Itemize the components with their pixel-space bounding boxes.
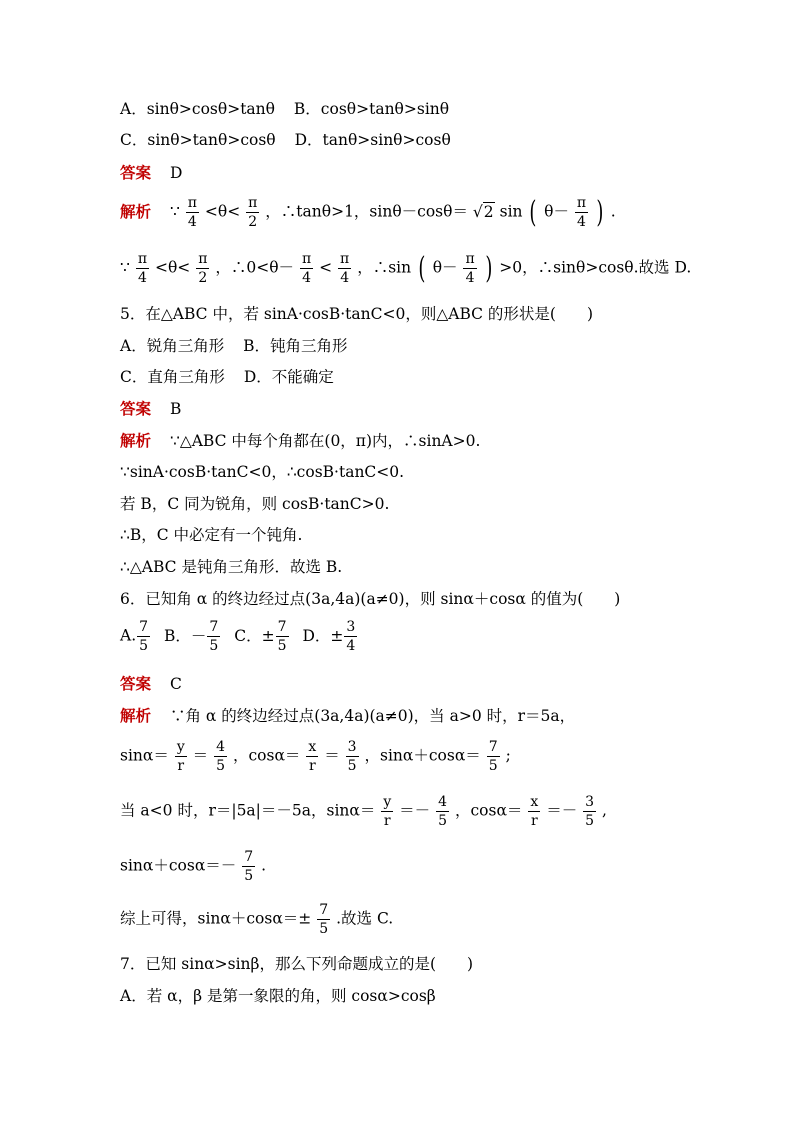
q4-options-row2 xyxy=(120,129,740,151)
denominator: 5 xyxy=(347,758,357,774)
q4-option-b: B．cosθ>tanθ>sinθ xyxy=(293,100,450,118)
fraction-pi-4 xyxy=(186,196,199,229)
numerator: 7 xyxy=(139,619,149,635)
denominator: 4 xyxy=(302,270,312,286)
text: ∵△ABC 中每个角都在(0，π)内，∴sinA>0. xyxy=(169,432,481,450)
text: ＝ xyxy=(192,746,209,765)
denominator: 5 xyxy=(216,758,226,774)
text: ，∴0<θ－ xyxy=(215,258,295,277)
fraction-4-5 xyxy=(214,740,227,773)
fraction-7-5 xyxy=(137,620,150,653)
q6-analysis-line3 xyxy=(120,795,740,828)
q5-analysis-line5: ∴△ABC 是钝角三角形．故选 B. xyxy=(120,558,343,576)
fraction-pi-4 xyxy=(300,252,313,285)
text: sinα＝ xyxy=(120,746,169,765)
denominator: 5 xyxy=(209,638,219,654)
radicand: 2 xyxy=(483,202,494,221)
fraction-7-5 xyxy=(317,903,330,936)
answer-value: D xyxy=(169,164,183,182)
text: ∵角 α 的终边经过点(3a,4a)(a≠0)，当 a>0 时，r＝5a， xyxy=(169,707,576,725)
numerator: x xyxy=(530,794,539,810)
q4-analysis-line1 xyxy=(120,196,740,229)
numerator: π xyxy=(248,195,258,211)
q5-answer xyxy=(120,398,740,420)
fraction-7-5 xyxy=(487,740,500,773)
numerator: 7 xyxy=(319,902,329,918)
text: ; xyxy=(505,746,511,765)
numerator: 7 xyxy=(244,849,254,865)
q6-analysis-line2 xyxy=(120,740,740,773)
fraction-7-5 xyxy=(276,620,289,653)
numerator: π xyxy=(576,195,587,211)
q4-option-a: A．sinθ>cosθ>tanθ xyxy=(120,100,275,118)
answer-value: C xyxy=(169,675,182,693)
denominator: 5 xyxy=(319,921,329,937)
numerator: π xyxy=(198,251,208,267)
text: >0，∴sinθ>cosθ.故选 D. xyxy=(499,258,692,277)
denominator: 5 xyxy=(244,868,254,884)
q6-stem: 6．已知角 α 的终边经过点(3a,4a)(a≠0)，则 sinα＋cosα 的值为( ) xyxy=(120,590,621,608)
fraction-4-5 xyxy=(436,795,449,828)
numerator: 7 xyxy=(209,619,219,635)
q6-analysis-line1 xyxy=(120,705,740,727)
sqrt-2: √2 xyxy=(472,202,494,221)
numerator: 7 xyxy=(277,619,287,635)
denominator: 4 xyxy=(465,270,475,286)
q6-analysis-line4 xyxy=(120,850,740,883)
fraction-x-r xyxy=(528,795,540,828)
because-symbol: ∵ xyxy=(120,258,130,277)
numerator: π xyxy=(137,251,148,267)
text: sin xyxy=(499,202,523,221)
numerator: x xyxy=(308,739,317,755)
numerator: π xyxy=(340,251,350,267)
text: , xyxy=(602,801,607,820)
numerator: y xyxy=(383,794,392,810)
denominator: 4 xyxy=(187,214,197,230)
denominator: 4 xyxy=(340,270,350,286)
fraction-3-5 xyxy=(583,795,596,828)
fraction-pi-2 xyxy=(246,196,259,229)
denominator: 2 xyxy=(248,214,258,230)
denominator: r xyxy=(308,758,316,774)
answer-value: B xyxy=(169,400,182,418)
q7-stem: 7．已知 sinα>sinβ，那么下列命题成立的是( ) xyxy=(120,955,474,973)
numerator: y xyxy=(176,739,185,755)
q5-option-a: A．锐角三角形 xyxy=(120,337,225,355)
q4-option-d: D．tanθ>sinθ>cosθ xyxy=(294,131,451,149)
denominator: 4 xyxy=(137,270,147,286)
denominator: 4 xyxy=(577,214,586,230)
text: <θ< xyxy=(204,202,241,221)
text: ＝－ xyxy=(546,801,578,820)
q4-answer xyxy=(120,162,740,184)
text: sinα＋cosα＝－ xyxy=(120,856,237,875)
numerator: 3 xyxy=(347,739,357,755)
numerator: 4 xyxy=(438,794,448,810)
q6-option-b: B．－ xyxy=(163,626,207,645)
fraction-7-5 xyxy=(242,850,255,883)
fraction-y-r xyxy=(381,795,393,828)
q5-options-row2 xyxy=(120,366,740,388)
text: . xyxy=(261,856,267,875)
text: ＝ xyxy=(324,746,340,765)
text: ，sinα＋cosα＝ xyxy=(364,746,481,765)
q7-option-a: A．若 α，β 是第一象限的角，则 cosα>cosβ xyxy=(120,987,436,1005)
q5-analysis-line2: ∵sinA·cosB·tanC<0，∴cosB·tanC<0. xyxy=(120,463,405,481)
left-paren: ( xyxy=(418,250,426,286)
text: ，∴sin xyxy=(357,258,412,277)
analysis-label: 解析 xyxy=(120,202,152,221)
numerator: π xyxy=(301,251,312,267)
denominator: 4 xyxy=(346,638,356,654)
q6-analysis-line5 xyxy=(120,903,740,936)
numerator: 3 xyxy=(585,794,595,810)
q6-options xyxy=(120,620,740,653)
fraction-x-r xyxy=(306,740,318,773)
text: ，cosα＝ xyxy=(232,746,301,765)
text: . xyxy=(610,202,616,221)
denominator: 5 xyxy=(139,638,149,654)
q5-analysis-line1 xyxy=(120,430,740,452)
text: <θ< xyxy=(154,258,191,277)
fraction-3-4 xyxy=(344,620,357,653)
q5-stem: 5．在△ABC 中，若 sinA·cosB·tanC<0，则△ABC 的形状是( ) xyxy=(120,305,594,323)
denominator: r xyxy=(177,758,185,774)
q5-option-b: B．钝角三角形 xyxy=(243,337,348,355)
q4-analysis-line2 xyxy=(120,252,740,285)
analysis-label: 解析 xyxy=(120,707,152,725)
text: ＝－ xyxy=(399,801,431,820)
fraction-pi-4 xyxy=(575,196,588,229)
text: 综上可得，sinα＋cosα＝± xyxy=(120,909,312,928)
answer-label: 答案 xyxy=(120,164,152,182)
denominator: 5 xyxy=(488,758,498,774)
fraction-y-r xyxy=(175,740,187,773)
numerator: 7 xyxy=(488,739,498,755)
denominator: 5 xyxy=(438,813,448,829)
q5-analysis-line4: ∴B，C 中必定有一个钝角. xyxy=(120,526,303,544)
numerator: 4 xyxy=(216,739,226,755)
denominator: r xyxy=(383,813,391,829)
right-paren: ) xyxy=(596,194,604,230)
numerator: π xyxy=(465,251,475,267)
denominator: 2 xyxy=(198,270,208,286)
q4-option-c: C．sinθ>tanθ>cosθ xyxy=(120,131,276,149)
fraction-pi-2 xyxy=(196,252,209,285)
fraction-3-5 xyxy=(346,740,359,773)
text: < xyxy=(319,258,333,277)
answer-label: 答案 xyxy=(120,675,152,693)
left-paren: ( xyxy=(529,194,537,230)
fraction-pi-4 xyxy=(338,252,351,285)
fraction-pi-4 xyxy=(136,252,149,285)
denominator: 5 xyxy=(277,638,287,654)
analysis-label: 解析 xyxy=(120,432,152,450)
q6-answer xyxy=(120,673,740,695)
text: 当 a<0 时，r＝|5a|＝－5a，sinα＝ xyxy=(120,801,376,820)
because-symbol: ∵ xyxy=(169,202,180,221)
text: .故选 C. xyxy=(336,909,394,928)
text: ，∴tanθ>1，sinθ－cosθ＝ xyxy=(265,202,468,221)
q5-analysis-line3: 若 B，C 同为锐角，则 cosB·tanC>0. xyxy=(120,495,390,513)
q5-option-d: D．不能确定 xyxy=(243,368,334,386)
text: ，cosα＝ xyxy=(454,801,523,820)
q5-option-c: C．直角三角形 xyxy=(120,368,225,386)
q6-option-a: A. xyxy=(120,626,137,645)
fraction-7-5 xyxy=(207,620,220,653)
numerator: 3 xyxy=(346,619,356,635)
denominator: r xyxy=(530,813,538,829)
text: θ－ xyxy=(432,258,458,277)
numerator: π xyxy=(187,195,197,211)
fraction-pi-4 xyxy=(463,252,476,285)
q6-option-c: C．± xyxy=(234,626,275,645)
denominator: 5 xyxy=(585,813,595,829)
q5-options-row1 xyxy=(120,335,740,357)
answer-label: 答案 xyxy=(120,400,152,418)
q6-option-d: D．± xyxy=(302,626,344,645)
text: θ－ xyxy=(544,202,569,221)
q4-options-row1 xyxy=(120,98,740,120)
right-paren: ) xyxy=(484,250,492,286)
